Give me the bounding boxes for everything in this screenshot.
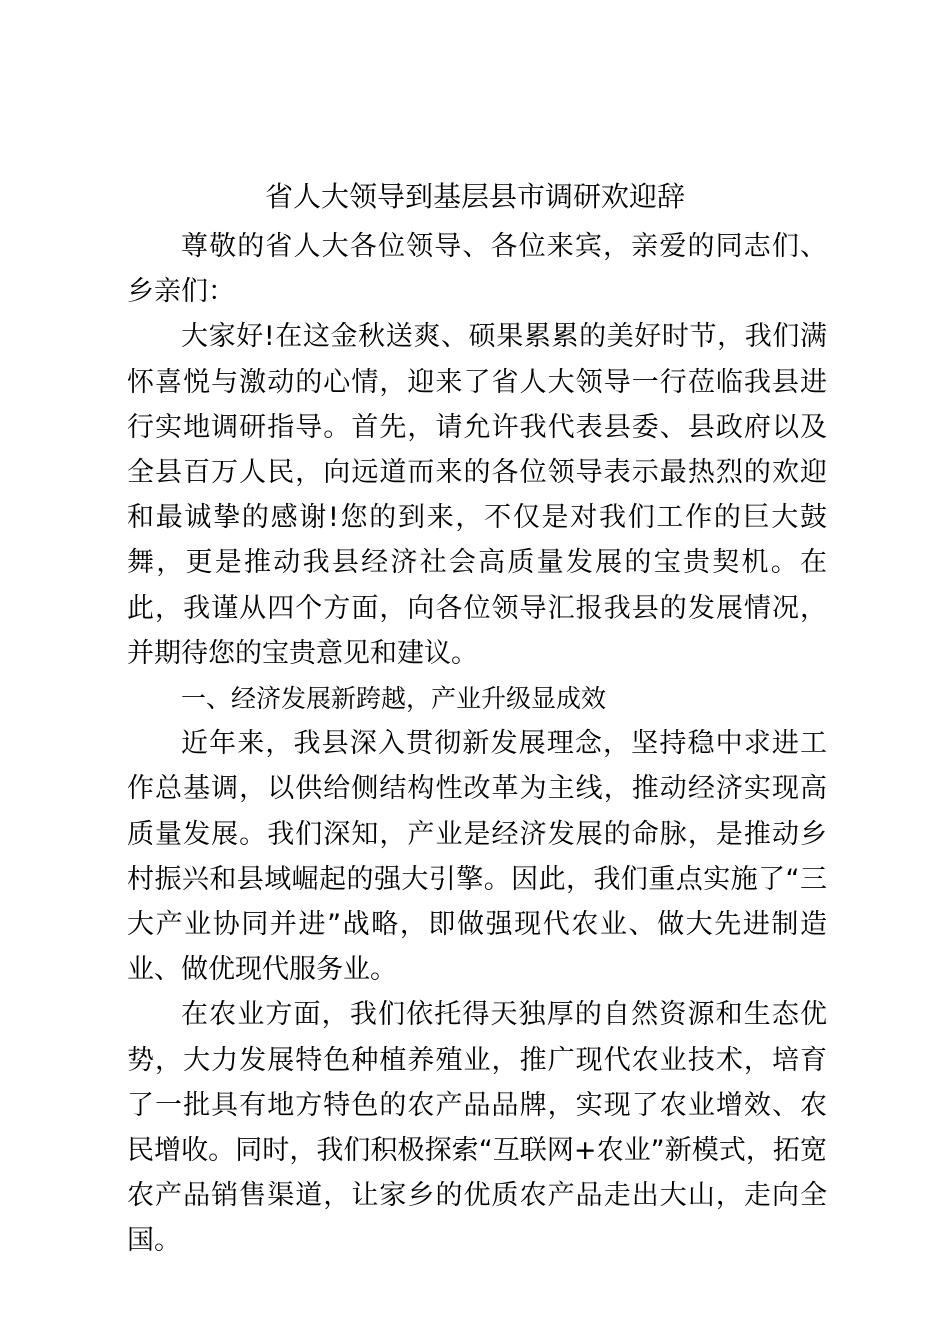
- document-title: 省人大领导到基层县市调研欢迎辞: [264, 180, 685, 213]
- section-heading: 一、经济发展新跨越，产业升级显成效: [181, 684, 607, 714]
- salutation: 尊敬的省人大各位领导、各位来宾，亲爱的同志们、乡亲们：: [127, 231, 827, 308]
- paragraph-intro: 大家好!在这金秋送爽、硕果累累的美好时节，我们满怀喜悦与激动的心情，迎来了省人大领导一行莅临我县进行实地调研指导。首先，请允许我代表县委、县政府以及全县百万人民，向远道而来的各位领导表示最热烈的欢迎和最诚挚的感谢!您的到来，不仅是对我们工作的巨大鼓舞，更是推动我县经济社会高质量发展的宝贵契机。在此，我谨从四个方面，向各位领导汇报我县的发展情况，并期待您的宝贵意见和建议。: [127, 321, 827, 669]
- paragraph-economy: 近年来，我县深入贯彻新发展理念，坚持稳中求进工作总基调，以供给侧结构性改革为主线，推动经济实现高质量发展。我们深知，产业是经济发展的命脉，是推动乡村振兴和县域崛起的强大引擎。因此，我们重点实施了“三大产业协同并进”战略，即做强现代农业、做大先进制造业、做优现代服务业。: [127, 728, 827, 986]
- paragraph-agriculture: 在农业方面，我们依托得天独厚的自然资源和生态优势，大力发展特色种植养殖业，推广现代农业技术，培育了一批具有地方特色的农产品品牌，实现了农业增效、农民增收。同时，我们积极探索“互联网+农业”新模式，拓宽农产品销售渠道，让家乡的优质农产品走出大山，走向全国。: [127, 999, 827, 1257]
- document-body: [127, 224, 827, 1264]
